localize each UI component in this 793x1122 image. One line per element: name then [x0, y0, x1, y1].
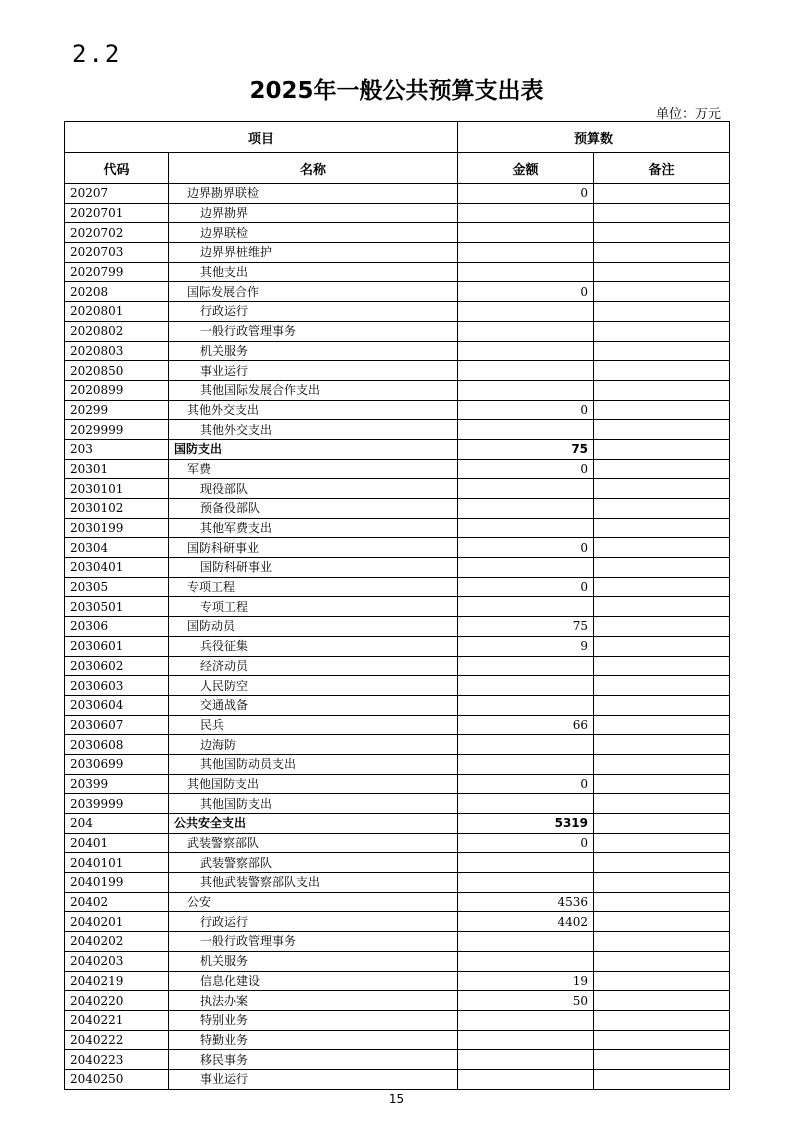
note-cell	[594, 676, 730, 696]
note-cell	[594, 282, 730, 302]
code-cell: 2030102	[65, 499, 169, 519]
amount-cell: 0	[458, 400, 594, 420]
code-cell: 20301	[65, 459, 169, 479]
name-cell: 移民事务	[169, 1050, 458, 1070]
table-row	[65, 558, 730, 578]
budget-table	[64, 121, 730, 1090]
name-cell: 国防科研事业	[169, 558, 458, 578]
page-number: 15	[388, 1092, 405, 1106]
name-cell: 交通战备	[169, 695, 458, 715]
table-row	[65, 1010, 730, 1030]
name-cell: 边界界桩维护	[169, 243, 458, 263]
amount-cell: 9	[458, 636, 594, 656]
name-cell: 预备役部队	[169, 499, 458, 519]
table-row	[65, 951, 730, 971]
name-cell: 信息化建设	[169, 971, 458, 991]
note-cell	[594, 361, 730, 381]
note-cell	[594, 636, 730, 656]
code-cell: 2030602	[65, 656, 169, 676]
name-cell: 一般行政管理事务	[169, 932, 458, 952]
table-row	[65, 361, 730, 381]
table-row	[65, 912, 730, 932]
amount-cell	[458, 420, 594, 440]
name-cell: 人民防空	[169, 676, 458, 696]
name-cell: 边界勘界	[169, 203, 458, 223]
table-row	[65, 538, 730, 558]
table-row	[65, 420, 730, 440]
table-row	[65, 754, 730, 774]
amount-cell	[458, 223, 594, 243]
amount-cell	[458, 794, 594, 814]
note-cell	[594, 321, 730, 341]
table-body	[65, 184, 730, 1090]
name-cell: 机关服务	[169, 951, 458, 971]
name-cell: 其他武装警察部队支出	[169, 873, 458, 893]
amount-cell	[458, 873, 594, 893]
table-row	[65, 597, 730, 617]
header-row-group	[65, 122, 730, 153]
code-cell: 2020802	[65, 321, 169, 341]
note-cell	[594, 912, 730, 932]
note-cell	[594, 1010, 730, 1030]
amount-cell	[458, 361, 594, 381]
code-cell: 20208	[65, 282, 169, 302]
amount-cell: 0	[458, 833, 594, 853]
code-cell: 2020703	[65, 243, 169, 263]
code-cell: 2040201	[65, 912, 169, 932]
amount-cell	[458, 558, 594, 578]
code-cell: 2040250	[65, 1069, 169, 1089]
amount-cell	[458, 1069, 594, 1089]
note-cell	[594, 518, 730, 538]
note-cell	[594, 400, 730, 420]
code-cell: 20306	[65, 617, 169, 637]
amount-cell: 50	[458, 991, 594, 1011]
table-row	[65, 715, 730, 735]
header-row-columns	[65, 153, 730, 184]
code-cell: 2020799	[65, 262, 169, 282]
code-cell: 2040222	[65, 1030, 169, 1050]
table-row	[65, 853, 730, 873]
code-cell: 2039999	[65, 794, 169, 814]
table-row	[65, 991, 730, 1011]
note-cell	[594, 420, 730, 440]
table-row	[65, 282, 730, 302]
amount-cell	[458, 932, 594, 952]
table-row	[65, 932, 730, 952]
code-cell: 2020803	[65, 341, 169, 361]
name-cell: 其他国防动员支出	[169, 754, 458, 774]
code-cell: 20401	[65, 833, 169, 853]
code-cell: 2040203	[65, 951, 169, 971]
note-cell	[594, 1069, 730, 1089]
header-amount: 金额	[458, 153, 594, 184]
amount-cell: 0	[458, 459, 594, 479]
note-cell	[594, 991, 730, 1011]
table-row	[65, 262, 730, 282]
amount-cell	[458, 380, 594, 400]
name-cell: 其他军费支出	[169, 518, 458, 538]
table-row	[65, 518, 730, 538]
name-cell: 民兵	[169, 715, 458, 735]
code-cell: 20304	[65, 538, 169, 558]
page-title: 2025年一般公共预算支出表	[249, 78, 544, 104]
table-row	[65, 774, 730, 794]
section-number: 2.2	[72, 40, 122, 68]
amount-cell	[458, 479, 594, 499]
code-cell: 20402	[65, 892, 169, 912]
note-cell	[594, 774, 730, 794]
table-row	[65, 735, 730, 755]
name-cell: 机关服务	[169, 341, 458, 361]
code-cell: 2030699	[65, 754, 169, 774]
name-cell: 专项工程	[169, 597, 458, 617]
name-cell: 一般行政管理事务	[169, 321, 458, 341]
name-cell: 边界联检	[169, 223, 458, 243]
table-row	[65, 636, 730, 656]
name-cell: 其他国防支出	[169, 794, 458, 814]
table-row	[65, 302, 730, 322]
code-cell: 2020701	[65, 203, 169, 223]
code-cell: 2040202	[65, 932, 169, 952]
amount-cell	[458, 695, 594, 715]
code-cell: 2040223	[65, 1050, 169, 1070]
table-row	[65, 833, 730, 853]
amount-cell: 19	[458, 971, 594, 991]
note-cell	[594, 1050, 730, 1070]
code-cell: 2030608	[65, 735, 169, 755]
amount-cell	[458, 853, 594, 873]
amount-cell	[458, 302, 594, 322]
table-row	[65, 321, 730, 341]
table-row	[65, 1030, 730, 1050]
table-row	[65, 892, 730, 912]
table-row	[65, 676, 730, 696]
code-cell: 20207	[65, 184, 169, 204]
note-cell	[594, 814, 730, 834]
amount-cell: 75	[458, 439, 594, 459]
name-cell: 兵役征集	[169, 636, 458, 656]
amount-cell	[458, 1010, 594, 1030]
amount-cell: 0	[458, 774, 594, 794]
code-cell: 2040221	[65, 1010, 169, 1030]
code-cell: 2030603	[65, 676, 169, 696]
header-item: 项目	[65, 122, 458, 153]
code-cell: 2030401	[65, 558, 169, 578]
note-cell	[594, 243, 730, 263]
name-cell: 其他国防支出	[169, 774, 458, 794]
note-cell	[594, 754, 730, 774]
note-cell	[594, 873, 730, 893]
note-cell	[594, 597, 730, 617]
name-cell: 其他外交支出	[169, 400, 458, 420]
name-cell: 执法办案	[169, 991, 458, 1011]
note-cell	[594, 892, 730, 912]
table-row	[65, 695, 730, 715]
code-cell: 2030199	[65, 518, 169, 538]
amount-cell	[458, 656, 594, 676]
code-cell: 2040220	[65, 991, 169, 1011]
amount-cell: 75	[458, 617, 594, 637]
name-cell: 军费	[169, 459, 458, 479]
note-cell	[594, 439, 730, 459]
code-cell: 20305	[65, 577, 169, 597]
amount-cell: 0	[458, 577, 594, 597]
amount-cell: 5319	[458, 814, 594, 834]
note-cell	[594, 262, 730, 282]
header-code: 代码	[65, 153, 169, 184]
table-row	[65, 1069, 730, 1089]
name-cell: 事业运行	[169, 1069, 458, 1089]
note-cell	[594, 341, 730, 361]
name-cell: 其他支出	[169, 262, 458, 282]
code-cell: 2040101	[65, 853, 169, 873]
note-cell	[594, 1030, 730, 1050]
name-cell: 事业运行	[169, 361, 458, 381]
code-cell: 2020850	[65, 361, 169, 381]
amount-cell: 4536	[458, 892, 594, 912]
table-row	[65, 499, 730, 519]
table-row	[65, 479, 730, 499]
code-cell: 20299	[65, 400, 169, 420]
note-cell	[594, 695, 730, 715]
table-row	[65, 459, 730, 479]
name-cell: 武装警察部队	[169, 833, 458, 853]
header-budget: 预算数	[458, 122, 730, 153]
code-cell: 2040199	[65, 873, 169, 893]
table-row	[65, 380, 730, 400]
note-cell	[594, 577, 730, 597]
note-cell	[594, 479, 730, 499]
code-cell: 2030101	[65, 479, 169, 499]
amount-cell	[458, 518, 594, 538]
amount-cell	[458, 341, 594, 361]
unit-label: 单位：万元	[655, 107, 721, 122]
note-cell	[594, 951, 730, 971]
amount-cell	[458, 203, 594, 223]
note-cell	[594, 203, 730, 223]
name-cell: 特勤业务	[169, 1030, 458, 1050]
table-row	[65, 794, 730, 814]
header-name: 名称	[169, 153, 458, 184]
code-cell: 203	[65, 439, 169, 459]
name-cell: 行政运行	[169, 912, 458, 932]
name-cell: 现役部队	[169, 479, 458, 499]
amount-cell	[458, 951, 594, 971]
code-cell: 20399	[65, 774, 169, 794]
table-row	[65, 243, 730, 263]
note-cell	[594, 184, 730, 204]
amount-cell: 0	[458, 538, 594, 558]
note-cell	[594, 833, 730, 853]
note-cell	[594, 932, 730, 952]
name-cell: 专项工程	[169, 577, 458, 597]
table-row	[65, 439, 730, 459]
code-cell: 2040219	[65, 971, 169, 991]
name-cell: 公共安全支出	[169, 814, 458, 834]
code-cell: 2030604	[65, 695, 169, 715]
table-row	[65, 184, 730, 204]
code-cell: 2030501	[65, 597, 169, 617]
amount-cell: 4402	[458, 912, 594, 932]
amount-cell: 0	[458, 184, 594, 204]
note-cell	[594, 794, 730, 814]
note-cell	[594, 302, 730, 322]
note-cell	[594, 558, 730, 578]
code-cell: 2029999	[65, 420, 169, 440]
note-cell	[594, 617, 730, 637]
table-row	[65, 341, 730, 361]
table-row	[65, 617, 730, 637]
note-cell	[594, 499, 730, 519]
code-cell: 2020899	[65, 380, 169, 400]
name-cell: 边界勘界联检	[169, 184, 458, 204]
code-cell: 2030607	[65, 715, 169, 735]
note-cell	[594, 735, 730, 755]
note-cell	[594, 538, 730, 558]
table-row	[65, 971, 730, 991]
name-cell: 行政运行	[169, 302, 458, 322]
table-row	[65, 814, 730, 834]
header-note: 备注	[594, 153, 730, 184]
note-cell	[594, 853, 730, 873]
name-cell: 国际发展合作	[169, 282, 458, 302]
code-cell: 2030601	[65, 636, 169, 656]
amount-cell	[458, 1050, 594, 1070]
amount-cell	[458, 676, 594, 696]
table-row	[65, 873, 730, 893]
name-cell: 武装警察部队	[169, 853, 458, 873]
note-cell	[594, 656, 730, 676]
amount-cell	[458, 754, 594, 774]
code-cell: 204	[65, 814, 169, 834]
table-row	[65, 400, 730, 420]
note-cell	[594, 971, 730, 991]
name-cell: 边海防	[169, 735, 458, 755]
table-row	[65, 1050, 730, 1070]
name-cell: 国防动员	[169, 617, 458, 637]
name-cell: 其他国际发展合作支出	[169, 380, 458, 400]
table-row	[65, 223, 730, 243]
note-cell	[594, 715, 730, 735]
name-cell: 国防科研事业	[169, 538, 458, 558]
table-row	[65, 203, 730, 223]
name-cell: 特别业务	[169, 1010, 458, 1030]
amount-cell	[458, 735, 594, 755]
note-cell	[594, 223, 730, 243]
name-cell: 经济动员	[169, 656, 458, 676]
note-cell	[594, 380, 730, 400]
amount-cell	[458, 321, 594, 341]
code-cell: 2020702	[65, 223, 169, 243]
code-cell: 2020801	[65, 302, 169, 322]
amount-cell	[458, 243, 594, 263]
name-cell: 公安	[169, 892, 458, 912]
amount-cell	[458, 262, 594, 282]
note-cell	[594, 459, 730, 479]
amount-cell: 66	[458, 715, 594, 735]
name-cell: 国防支出	[169, 439, 458, 459]
table-row	[65, 577, 730, 597]
amount-cell: 0	[458, 282, 594, 302]
name-cell: 其他外交支出	[169, 420, 458, 440]
amount-cell	[458, 597, 594, 617]
table-row	[65, 656, 730, 676]
amount-cell	[458, 499, 594, 519]
amount-cell	[458, 1030, 594, 1050]
